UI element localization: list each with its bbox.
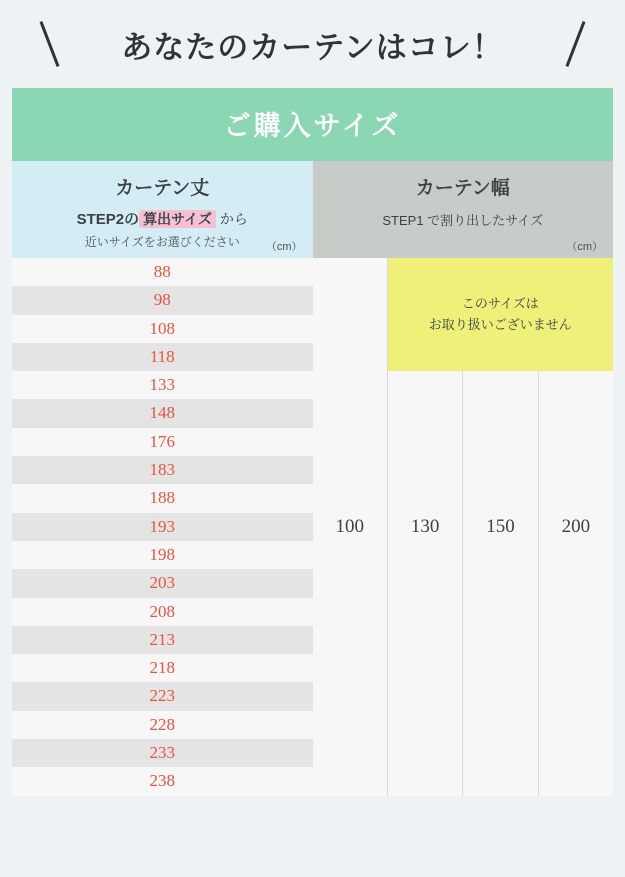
length-value-cell[interactable]: 183	[12, 456, 313, 484]
curtain-width-subtitle: STEP1 で割り出したサイズ	[382, 213, 544, 228]
unavailable-line-2: お取り扱いございません	[428, 316, 572, 332]
curtain-length-unit: （cm）	[265, 241, 303, 253]
table-body	[12, 258, 613, 796]
curtain-length-instruction: 近いサイズをお選びください	[84, 235, 240, 249]
length-value-cell[interactable]: 213	[12, 626, 313, 654]
width-value-label: 150	[486, 515, 515, 537]
length-value-cell[interactable]: 176	[12, 428, 313, 456]
length-value-cell[interactable]: 133	[12, 371, 313, 399]
width-value-label: 200	[561, 515, 591, 537]
curtain-length-column	[12, 258, 313, 796]
curtain-width-header	[313, 161, 614, 258]
length-value-cell[interactable]: 218	[12, 654, 313, 682]
calculated-size-highlight: 算出サイズ	[139, 210, 216, 228]
length-value-cell[interactable]: 233	[12, 739, 313, 767]
length-value-cell[interactable]: 118	[12, 343, 313, 371]
width-value-label: 100	[335, 515, 364, 537]
length-value-cell[interactable]: 148	[12, 399, 313, 427]
width-value-label: 130	[410, 515, 440, 537]
length-value-cell[interactable]: 98	[12, 286, 313, 314]
curtain-length-title: カーテン丈	[115, 178, 210, 199]
length-value-cell[interactable]: 238	[12, 767, 313, 795]
length-value-cell[interactable]: 208	[12, 598, 313, 626]
width-column[interactable]	[313, 258, 387, 796]
purchase-size-banner: ご購入サイズ	[12, 88, 613, 161]
table-header-row	[12, 161, 613, 258]
curtain-length-header	[12, 161, 313, 258]
step2-suffix: から	[219, 211, 248, 227]
curtain-width-unit: （cm）	[566, 241, 603, 253]
length-value-cell[interactable]: 223	[12, 682, 313, 710]
width-columns-inner	[313, 258, 614, 796]
step2-label: STEP2の	[76, 211, 140, 228]
length-value-cell[interactable]: 228	[12, 711, 313, 739]
curtain-width-column	[313, 258, 614, 796]
unavailable-line-1: このサイズは	[461, 295, 539, 311]
curtain-length-subtitle	[12, 208, 313, 229]
length-value-cell[interactable]: 193	[12, 513, 313, 541]
length-value-cell[interactable]: 198	[12, 541, 313, 569]
curtain-width-title: カーテン幅	[415, 178, 510, 199]
unavailable-size-note	[388, 258, 613, 371]
page-title: あなたのカーテンはコレ！	[121, 29, 504, 65]
length-value-cell[interactable]: 88	[12, 258, 313, 286]
decorative-slash-left	[39, 21, 59, 67]
length-value-cell[interactable]: 203	[12, 569, 313, 597]
length-value-cell[interactable]: 188	[12, 484, 313, 512]
size-table	[12, 88, 613, 796]
length-value-cell[interactable]: 108	[12, 315, 313, 343]
page-title-area	[0, 0, 625, 88]
decorative-slash-right	[565, 21, 585, 67]
